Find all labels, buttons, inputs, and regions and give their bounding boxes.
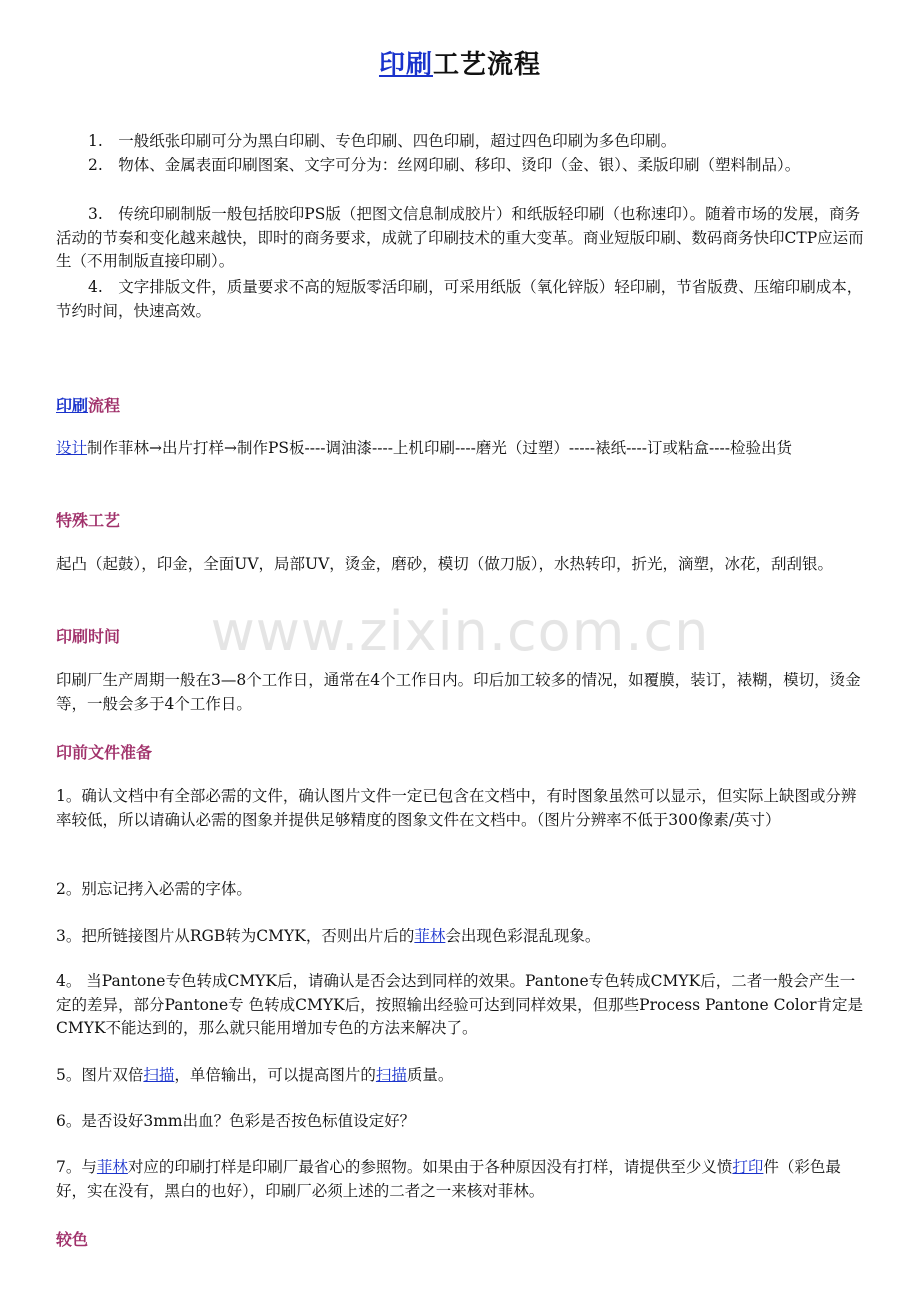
prepress-item-4: 4。 当Pantone专色转成CMYK后，请确认是否会达到同样的效果。Pantone专色转成CMYK后，二者一般会产生一定的差异，部分Pantone专 色转成CMYK后，按照输出经验可达到同样效果，但那些Process Pantone Color肯定是CMYK不能达到的，那么就只能用增加专色的方法来解决了。 xyxy=(56,972,863,1037)
intro-item-4: 4. 文字排版文件，质量要求不高的短版零活印刷，可采用纸版（氧化锌版）轻印刷，节省版费、压缩印刷成本，节约时间，快速高效。 xyxy=(56,278,863,320)
prepress-item-5 xyxy=(56,1064,868,1088)
prepress-item-3-text-a: 3。把所链接图片从RGB转为CMYK，否则出片后的 xyxy=(56,927,415,945)
special-text: 起凸（起鼓），印金，全面UV，局部UV，烫金，磨砂，模切（做刀版），水热转印，折光，滴塑，冰花，刮刮银。 xyxy=(56,555,834,573)
prepress-item-5-text-b: ，单倍输出，可以提高图片的 xyxy=(174,1066,376,1084)
title-rest: 工艺流程 xyxy=(433,50,542,80)
prepress-heading: 印前文件准备 xyxy=(56,743,153,762)
intro-item-1: 1. 一般纸张印刷可分为黑白印刷、专色印刷、四色印刷，超过四色印刷为多色印刷。 xyxy=(88,132,677,150)
prepress-item-5-text-a: 5。图片双倍 xyxy=(56,1066,144,1084)
prepress-item-2: 2。别忘记拷入必需的字体。 xyxy=(56,880,252,898)
film-link-2[interactable]: 菲林 xyxy=(96,1158,128,1176)
flow-text xyxy=(56,437,868,461)
intro-item-3: 3. 传统印刷制版一般包括胶印PS版（把图文信息制成胶片）和纸版轻印刷（也称速印）。随着市场的发展，商务活动的节奏和变化越来越快，即时的商务要求，成就了印刷技术的重大变革。商业短版印刷、数码商务快印CTP应运而生（不用制版直接印刷）。 xyxy=(56,205,864,270)
flow-text-rest: 制作菲林→出片打样→制作PS板----调油漆----上机印刷----磨光（过塑）-----裱纸----订或粘盒----检验出货 xyxy=(87,439,792,457)
title-link[interactable]: 印刷 xyxy=(378,50,433,80)
film-link[interactable]: 菲林 xyxy=(414,927,446,945)
flow-heading-rest: 流程 xyxy=(88,396,121,415)
flow-heading-link[interactable]: 印刷 xyxy=(56,396,89,415)
prepress-item-7-text-c: 件（彩色最好，实在没有，黑白的也好），印刷厂必须上述的二者之一来核对菲林。 xyxy=(56,1158,841,1200)
scan-link-2[interactable]: 扫描 xyxy=(375,1066,407,1084)
prepress-item-3 xyxy=(56,925,868,949)
watermark: www.zixin.com.cn xyxy=(210,600,710,663)
prepress-item-7 xyxy=(56,1156,868,1203)
intro-item-2: 2. 物体、金属表面印刷图案、文字可分为：丝网印刷、移印、烫印（金、银）、柔版印刷（塑料制品）。 xyxy=(88,156,801,174)
special-heading: 特殊工艺 xyxy=(56,511,121,530)
prepress-item-7-text-a: 7。与 xyxy=(56,1158,97,1176)
time-text: 印刷厂生产周期一般在3—8个工作日，通常在4个工作日内。印后加工较多的情况，如覆膜，装订，裱糊，模切，烫金等，一般会多于4个工作日。 xyxy=(56,671,861,713)
flow-heading xyxy=(56,393,120,416)
scan-link-1[interactable]: 扫描 xyxy=(143,1066,175,1084)
flow-design-link[interactable]: 设计 xyxy=(56,439,88,457)
time-heading: 印刷时间 xyxy=(56,627,121,646)
prepress-item-3-text-b: 会出现色彩混乱现象。 xyxy=(445,927,601,945)
prepress-item-5-text-c: 质量。 xyxy=(406,1066,454,1084)
page-title xyxy=(0,44,920,81)
print-link[interactable]: 打印 xyxy=(732,1158,764,1176)
prepress-item-6: 6。是否设好3mm出血？色彩是否按色标值设定好？ xyxy=(56,1112,416,1130)
prepress-item-7-text-b: 对应的印刷打样是印刷厂最省心的参照物。如果由于各种原因没有打样，请提供至少义愤 xyxy=(127,1158,733,1176)
prepress-item-1: 1。确认文档中有全部必需的文件，确认图片文件一定已包含在文档中，有时图象虽然可以显示，但实际上缺图或分辨率较低，所以请确认必需的图象并提供足够精度的图象文件在文档中。（图片分辨率不低于300像素/英寸） xyxy=(56,787,857,829)
proof-heading: 较色 xyxy=(56,1230,89,1249)
